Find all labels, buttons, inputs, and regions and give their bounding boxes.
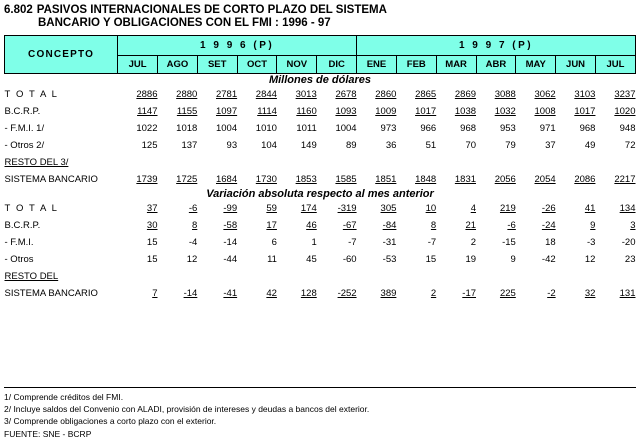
table-row	[5, 234, 636, 251]
header-month-nov96: NOV	[277, 56, 317, 74]
cell: 51	[425, 140, 437, 151]
cell: 21	[465, 220, 477, 231]
cell: 2860	[375, 89, 397, 100]
cell: -7	[348, 237, 357, 248]
row-label-bcrp-var: B.C.R.P.	[4, 220, 41, 231]
cell: 971	[539, 123, 556, 134]
cell: 42	[266, 288, 277, 299]
cell: -20	[621, 237, 636, 248]
cell: 2	[470, 237, 477, 248]
cell: 973	[380, 123, 397, 134]
cell: 15	[146, 254, 158, 265]
cell: 134	[619, 203, 636, 214]
cell: 70	[465, 140, 477, 151]
header-month-jun97: JUN	[556, 56, 596, 74]
cell: 1020	[614, 106, 636, 117]
cell: 19	[465, 254, 477, 265]
table-row	[5, 200, 636, 217]
cell: 2056	[494, 174, 516, 185]
cell: -319	[337, 203, 357, 214]
cell: 1097	[215, 106, 238, 117]
cell: -2	[547, 288, 556, 299]
table-row	[5, 154, 636, 171]
cell: 1739	[136, 174, 158, 185]
table-row	[5, 137, 636, 154]
footnote-3: 3/ Comprende obligaciones a corto plazo con el exterior.	[4, 416, 217, 427]
cell: 131	[619, 288, 636, 299]
row-label-bcrp: B.C.R.P.	[4, 106, 41, 117]
cell: 1010	[255, 123, 277, 134]
cell: 174	[300, 203, 317, 214]
cell: 1004	[335, 123, 357, 134]
cell: 15	[425, 254, 437, 265]
cell: 7	[152, 288, 158, 299]
cell: 9	[590, 220, 596, 231]
cell: 93	[226, 140, 238, 151]
cell: 2781	[215, 89, 238, 100]
header-month-ago96: AGO	[158, 56, 198, 74]
cell: 3103	[574, 89, 596, 100]
cell: -14	[223, 237, 238, 248]
cell: 11	[267, 254, 277, 265]
cell: 305	[380, 203, 397, 214]
cell: 9	[510, 254, 516, 265]
cell: 953	[499, 123, 516, 134]
section-2-title-row	[5, 188, 636, 200]
cell: 1017	[415, 106, 437, 117]
header-month-oct96: OCT	[237, 56, 277, 74]
cell: 3013	[295, 89, 317, 100]
cell: 1684	[215, 174, 238, 185]
title-line-2: BANCARIO Y OBLIGACIONES CON EL FMI : 1996 - 97	[38, 17, 331, 29]
cell: 2054	[534, 174, 556, 185]
cell: 36	[385, 140, 397, 151]
cell: -99	[223, 203, 238, 214]
cell: 37	[545, 140, 556, 151]
cell: 8	[430, 220, 437, 231]
cell: -15	[502, 237, 516, 248]
cell: 948	[619, 123, 636, 134]
cell: 1017	[574, 106, 596, 117]
cell: 3237	[614, 89, 636, 100]
cell: 1114	[257, 106, 277, 117]
row-label-sistema-bancario: SISTEMA BANCARIO	[4, 174, 98, 185]
source-note: FUENTE: SNE - BCRP	[4, 428, 92, 439]
cell: 1022	[136, 123, 158, 134]
row-label-fmi-var: - F.M.I.	[4, 237, 34, 248]
cell: 1851	[375, 174, 397, 185]
table-number: 6.802	[4, 4, 33, 16]
table-row	[5, 103, 636, 120]
cell: 1853	[295, 174, 317, 185]
cell: 2086	[574, 174, 596, 185]
cell: 45	[306, 254, 317, 265]
cell: -41	[223, 288, 238, 299]
header-month-may97: MAY	[516, 56, 556, 74]
cell: 89	[346, 140, 357, 151]
cell: 149	[300, 140, 317, 151]
header-month-ene97: ENE	[357, 56, 397, 74]
footnote-2: 2/ Incluye saldos del Convenio con ALADI, provisión de intereses y deudas a bancos del exterior.	[4, 404, 370, 415]
cell: 1831	[454, 174, 477, 185]
cell-empty	[118, 154, 636, 171]
cell: 23	[624, 254, 636, 265]
cell: 59	[266, 203, 277, 214]
cell: 12	[186, 254, 198, 265]
title-line-1: PASIVOS INTERNACIONALES DE CORTO PLAZO DEL SISTEMA	[36, 4, 387, 16]
row-label-total-var: T O T A L	[4, 203, 59, 214]
title-block	[0, 0, 640, 31]
header-month-dic96: DIC	[317, 56, 357, 74]
cell: 968	[579, 123, 596, 134]
cell: 3	[630, 220, 636, 231]
cell: 32	[584, 288, 596, 299]
row-label-fmi: - F.M.I. 1/	[4, 123, 45, 134]
cell: 1004	[215, 123, 238, 134]
cell: 41	[584, 203, 596, 214]
cell: 12	[584, 254, 596, 265]
cell: 1018	[176, 123, 198, 134]
cell: -53	[382, 254, 397, 265]
cell: -6	[507, 220, 516, 231]
cell: 49	[584, 140, 596, 151]
cell: 1147	[137, 106, 158, 117]
cell: 17	[266, 220, 277, 231]
cell: -84	[382, 220, 397, 231]
cell: -6	[188, 203, 198, 214]
cell: -252	[337, 288, 357, 299]
cell: 968	[460, 123, 477, 134]
table-row	[5, 268, 636, 285]
cell: 1008	[534, 106, 556, 117]
cell: 1730	[255, 174, 277, 185]
cell: 389	[380, 288, 397, 299]
cell: -31	[382, 237, 397, 248]
cell: -17	[462, 288, 477, 299]
header-month-jul97: JUL	[595, 56, 635, 74]
cell: 15	[146, 237, 158, 248]
cell: -58	[223, 220, 238, 231]
cell: 1725	[176, 174, 198, 185]
section-title-variacion: Variación absoluta respecto al mes anterior	[206, 188, 434, 200]
cell: 219	[499, 203, 516, 214]
cell: 137	[181, 140, 198, 151]
row-label-otros-var: - Otros	[4, 254, 34, 265]
cell: 2865	[415, 89, 437, 100]
section-1-title-row	[5, 74, 636, 87]
row-label-sistema-bancario-var: SISTEMA BANCARIO	[4, 288, 98, 299]
cell: 46	[306, 220, 317, 231]
row-label-resto-del: RESTO DEL 3/	[4, 157, 69, 168]
cell: 1160	[296, 106, 317, 117]
row-label-total: T O T A L	[4, 89, 59, 100]
header-year-1997: 1 9 9 7 (P)	[357, 36, 636, 56]
cell: -44	[223, 254, 238, 265]
cell: -42	[541, 254, 556, 265]
cell: 6	[271, 237, 277, 248]
data-table	[4, 35, 636, 302]
table-row	[5, 285, 636, 302]
cell: -3	[587, 237, 596, 248]
row-label-resto-del-var: RESTO DEL	[4, 271, 59, 282]
cell: 2844	[255, 89, 277, 100]
cell: 1038	[454, 106, 477, 117]
table-row	[5, 251, 636, 268]
cell: 2678	[335, 89, 357, 100]
header-month-feb97: FEB	[396, 56, 436, 74]
footnote-divider	[4, 387, 636, 388]
table-row	[5, 171, 636, 188]
section-title-millones: Millones de dólares	[268, 74, 372, 86]
page-title	[4, 4, 640, 16]
cell: 79	[505, 140, 516, 151]
cell: 2217	[614, 174, 636, 185]
header-row-years	[5, 36, 636, 56]
cell: -4	[188, 237, 198, 248]
cell: 10	[425, 203, 437, 214]
cell: 1009	[375, 106, 397, 117]
cell: 1	[311, 237, 317, 248]
header-month-abr97: ABR	[476, 56, 516, 74]
header-concepto: CONCEPTO	[5, 36, 118, 74]
cell: 2	[430, 288, 437, 299]
header-month-jul96: JUL	[118, 56, 158, 74]
header-month-mar97: MAR	[436, 56, 476, 74]
header-month-set96: SET	[197, 56, 237, 74]
cell: 3062	[534, 89, 556, 100]
footnote-1: 1/ Comprende créditos del FMI.	[4, 391, 124, 402]
cell: 104	[261, 140, 277, 151]
cell: -60	[342, 254, 357, 265]
cell: 8	[192, 220, 198, 231]
cell: 1585	[335, 174, 357, 185]
cell: 72	[624, 140, 636, 151]
cell: 1032	[494, 106, 516, 117]
cell: 30	[146, 220, 158, 231]
cell: 1093	[335, 106, 357, 117]
cell: -67	[342, 220, 357, 231]
cell: 2880	[176, 89, 198, 100]
cell: 18	[545, 237, 556, 248]
cell: -24	[541, 220, 556, 231]
cell: 2869	[454, 89, 477, 100]
cell: -7	[427, 237, 437, 248]
cell: 3088	[494, 89, 516, 100]
cell: 37	[146, 203, 158, 214]
cell: 966	[420, 123, 437, 134]
footnotes	[4, 387, 636, 440]
cell: -14	[183, 288, 198, 299]
table-row	[5, 217, 636, 234]
cell: 225	[499, 288, 516, 299]
header-year-1996: 1 9 9 6 (P)	[118, 36, 357, 56]
row-label-otros: - Otros 2/	[4, 140, 45, 151]
cell: 1011	[296, 123, 317, 134]
cell: 128	[300, 288, 317, 299]
table-row	[5, 86, 636, 103]
cell-empty	[118, 268, 636, 285]
cell: 2886	[136, 89, 158, 100]
cell: 1848	[415, 174, 437, 185]
cell: 4	[470, 203, 477, 214]
cell: -26	[541, 203, 556, 214]
cell: 125	[141, 140, 158, 151]
table-row	[5, 120, 636, 137]
cell: 1155	[176, 106, 198, 117]
